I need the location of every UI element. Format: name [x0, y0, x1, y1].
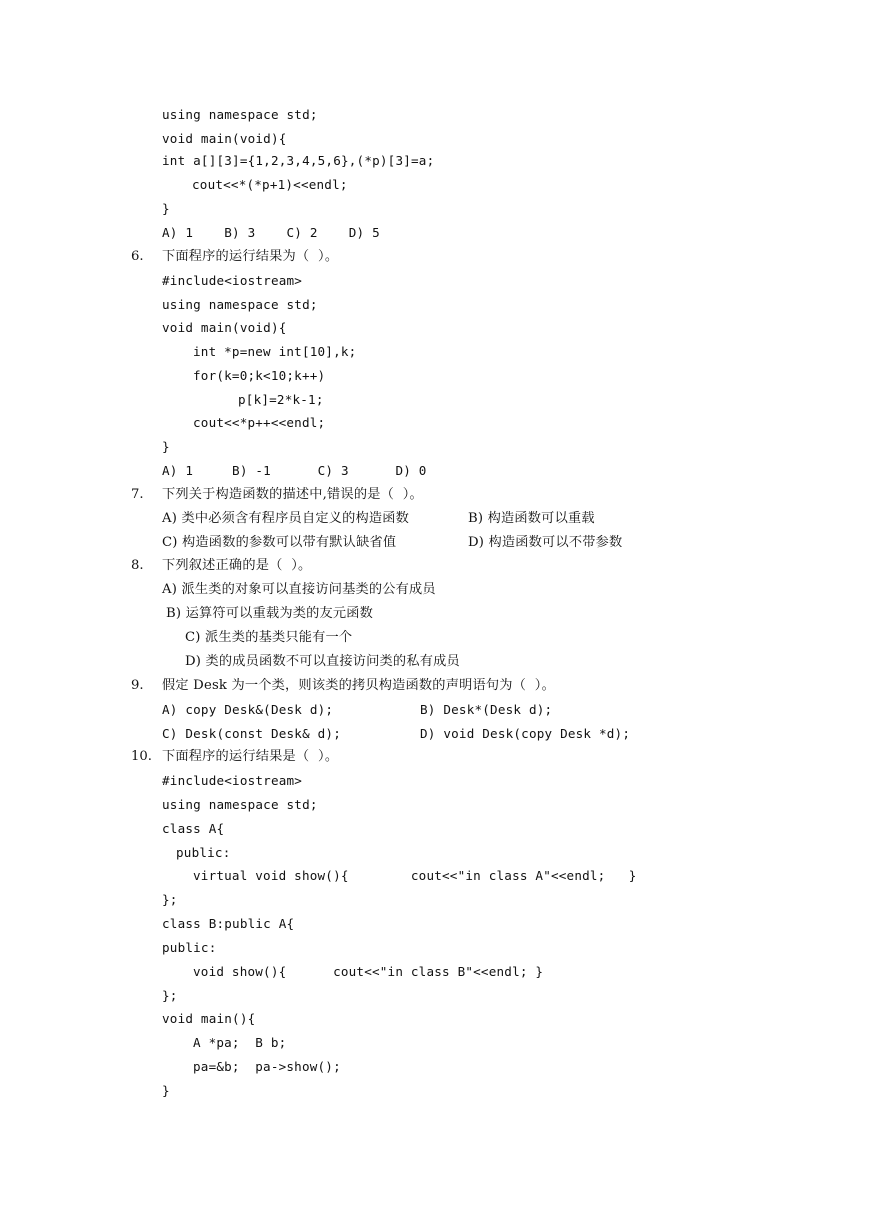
code-line: virtual void show(){ cout<<"in class A"<<endl; }	[193, 868, 637, 883]
question-number: 9.	[131, 678, 144, 693]
code-line: void main(){	[162, 1011, 256, 1026]
answer-options: A) 1 B) -1 C) 3 D) 0	[162, 463, 427, 478]
question-stem: 下面程序的运行结果为（ ）。	[162, 249, 339, 264]
question-stem: 下列关于构造函数的描述中,错误的是（ ）。	[162, 487, 423, 502]
code-line: cout<<*(*p+1)<<endl;	[192, 177, 348, 192]
option-b: B) 运算符可以重载为类的友元函数	[166, 606, 374, 621]
option-d: D) 类的成员函数不可以直接访问类的私有成员	[185, 654, 460, 669]
option-c: C) 构造函数的参数可以带有默认缺省值	[162, 535, 397, 550]
answer-options: A) 1 B) 3 C) 2 D) 5	[162, 225, 380, 240]
question-number: 10.	[131, 749, 152, 764]
code-line: void main(void){	[162, 131, 287, 146]
question-stem: 下面程序的运行结果是（ ）。	[162, 749, 339, 764]
code-line: public:	[162, 940, 217, 955]
question-number: 7.	[131, 487, 144, 502]
code-line: class B:public A{	[162, 916, 295, 931]
code-line: using namespace std;	[162, 297, 318, 312]
code-line: p[k]=2*k-1;	[238, 392, 324, 407]
code-line: pa=&b; pa->show();	[193, 1059, 341, 1074]
code-line: public:	[176, 845, 231, 860]
option-b: B) 构造函数可以重载	[468, 511, 595, 526]
option-d: D) 构造函数可以不带参数	[468, 535, 623, 550]
code-line: }	[162, 1083, 170, 1098]
code-line: A *pa; B b;	[193, 1035, 287, 1050]
code-line: void main(void){	[162, 320, 287, 335]
option-a: A) 类中必须含有程序员自定义的构造函数	[162, 511, 410, 526]
code-line: #include<iostream>	[162, 773, 303, 788]
code-line: }	[162, 439, 170, 454]
code-line: for(k=0;k<10;k++)	[193, 368, 326, 383]
option-c: C) 派生类的基类只能有一个	[185, 630, 353, 645]
question-number: 8.	[131, 558, 144, 573]
code-line: using namespace std;	[162, 797, 318, 812]
code-line: class A{	[162, 821, 225, 836]
option-b: B) Desk*(Desk d);	[420, 702, 553, 717]
code-line: int a[][3]={1,2,3,4,5,6},(*p)[3]=a;	[162, 153, 435, 168]
question-stem: 下列叙述正确的是（ ）。	[162, 558, 312, 573]
question-stem: 假定 Desk 为一个类，则该类的拷贝构造函数的声明语句为（ ）。	[162, 678, 555, 693]
option-a: A) 派生类的对象可以直接访问基类的公有成员	[162, 582, 436, 597]
code-line: };	[162, 988, 178, 1003]
code-line: };	[162, 892, 178, 907]
code-line: void show(){ cout<<"in class B"<<endl; }	[193, 964, 544, 979]
code-line: }	[162, 201, 170, 216]
option-c: C) Desk(const Desk& d);	[162, 726, 341, 741]
code-line: int *p=new int[10],k;	[193, 344, 357, 359]
option-a: A) copy Desk&(Desk d);	[162, 702, 334, 717]
question-number: 6.	[131, 249, 144, 264]
code-line: cout<<*p++<<endl;	[193, 415, 326, 430]
option-d: D) void Desk(copy Desk *d);	[420, 726, 631, 741]
code-line: #include<iostream>	[162, 273, 303, 288]
code-line: using namespace std;	[162, 107, 318, 122]
